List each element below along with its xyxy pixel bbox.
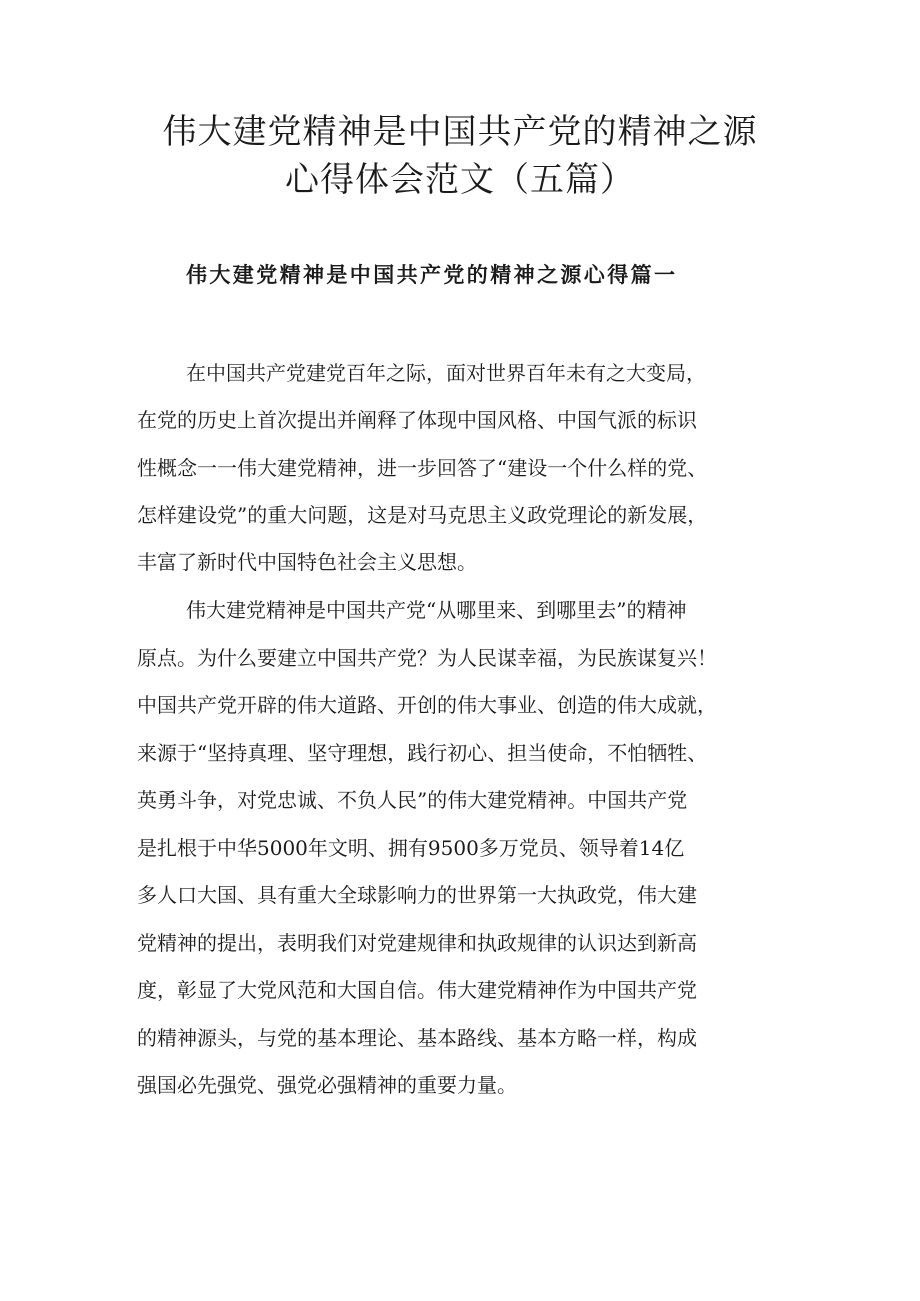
paragraph-2-line: 多人口大国、具有重大全球影响力的世界第一大执政党，伟大建 (137, 883, 697, 907)
paragraph-2-line: 原点。为什么要建立中国共产党？为人民谋幸福，为民族谋复兴！ (137, 646, 717, 670)
paragraph-1-line: 怎样建设党”的重大问题，这是对马克思主义政党理论的新发展， (137, 503, 708, 527)
paragraph-2-line: 来源于“坚持真理、坚守理想，践行初心、担当使命，不怕牺牲、 (137, 741, 708, 765)
document-title-line-1: 伟大建党精神是中国共产党的精神之源 (162, 112, 758, 152)
paragraph-1-line: 在党的历史上首次提出并阐释了体现中国风格、中国气派的标识 (137, 408, 697, 432)
paragraph-2-line: 英勇斗争，对党忠诚、不负人民”的伟大建党精神。中国共产党 (137, 788, 688, 812)
section-heading: 伟大建党精神是中国共产党的精神之源心得篇一 (186, 262, 678, 287)
paragraph-1-line: 性概念一一伟大建党精神，进一步回答了“建设一个什么样的党、 (137, 456, 708, 480)
paragraph-2-line: 伟大建党精神是中国共产党“从哪里来、到哪里去”的精神 (186, 598, 687, 622)
paragraph-1-line: 丰富了新时代中国特色社会主义思想。 (137, 550, 477, 574)
paragraph-2-line: 是扎根于中华5000年文明、拥有9500多万党员、领导着14亿 (137, 836, 685, 860)
paragraph-2-line: 强国必先强党、强党必强精神的重要力量。 (137, 1073, 517, 1097)
document-title-line-2: 心得体会范文（五篇） (285, 160, 635, 200)
paragraph-2-line: 党精神的提出，表明我们对党建规律和执政规律的认识达到新高 (137, 931, 697, 955)
paragraph-2-line: 中国共产党开辟的伟大道路、开创的伟大事业、创造的伟大成就， (137, 693, 717, 717)
paragraph-2-line: 的精神源头，与党的基本理论、基本路线、基本方略一样，构成 (137, 1026, 697, 1050)
paragraph-1-line: 在中国共产党建党百年之际，面对世界百年未有之大变局， (186, 361, 706, 385)
paragraph-2-line: 度，彰显了大党风范和大国自信。伟大建党精神作为中国共产党 (137, 978, 697, 1002)
